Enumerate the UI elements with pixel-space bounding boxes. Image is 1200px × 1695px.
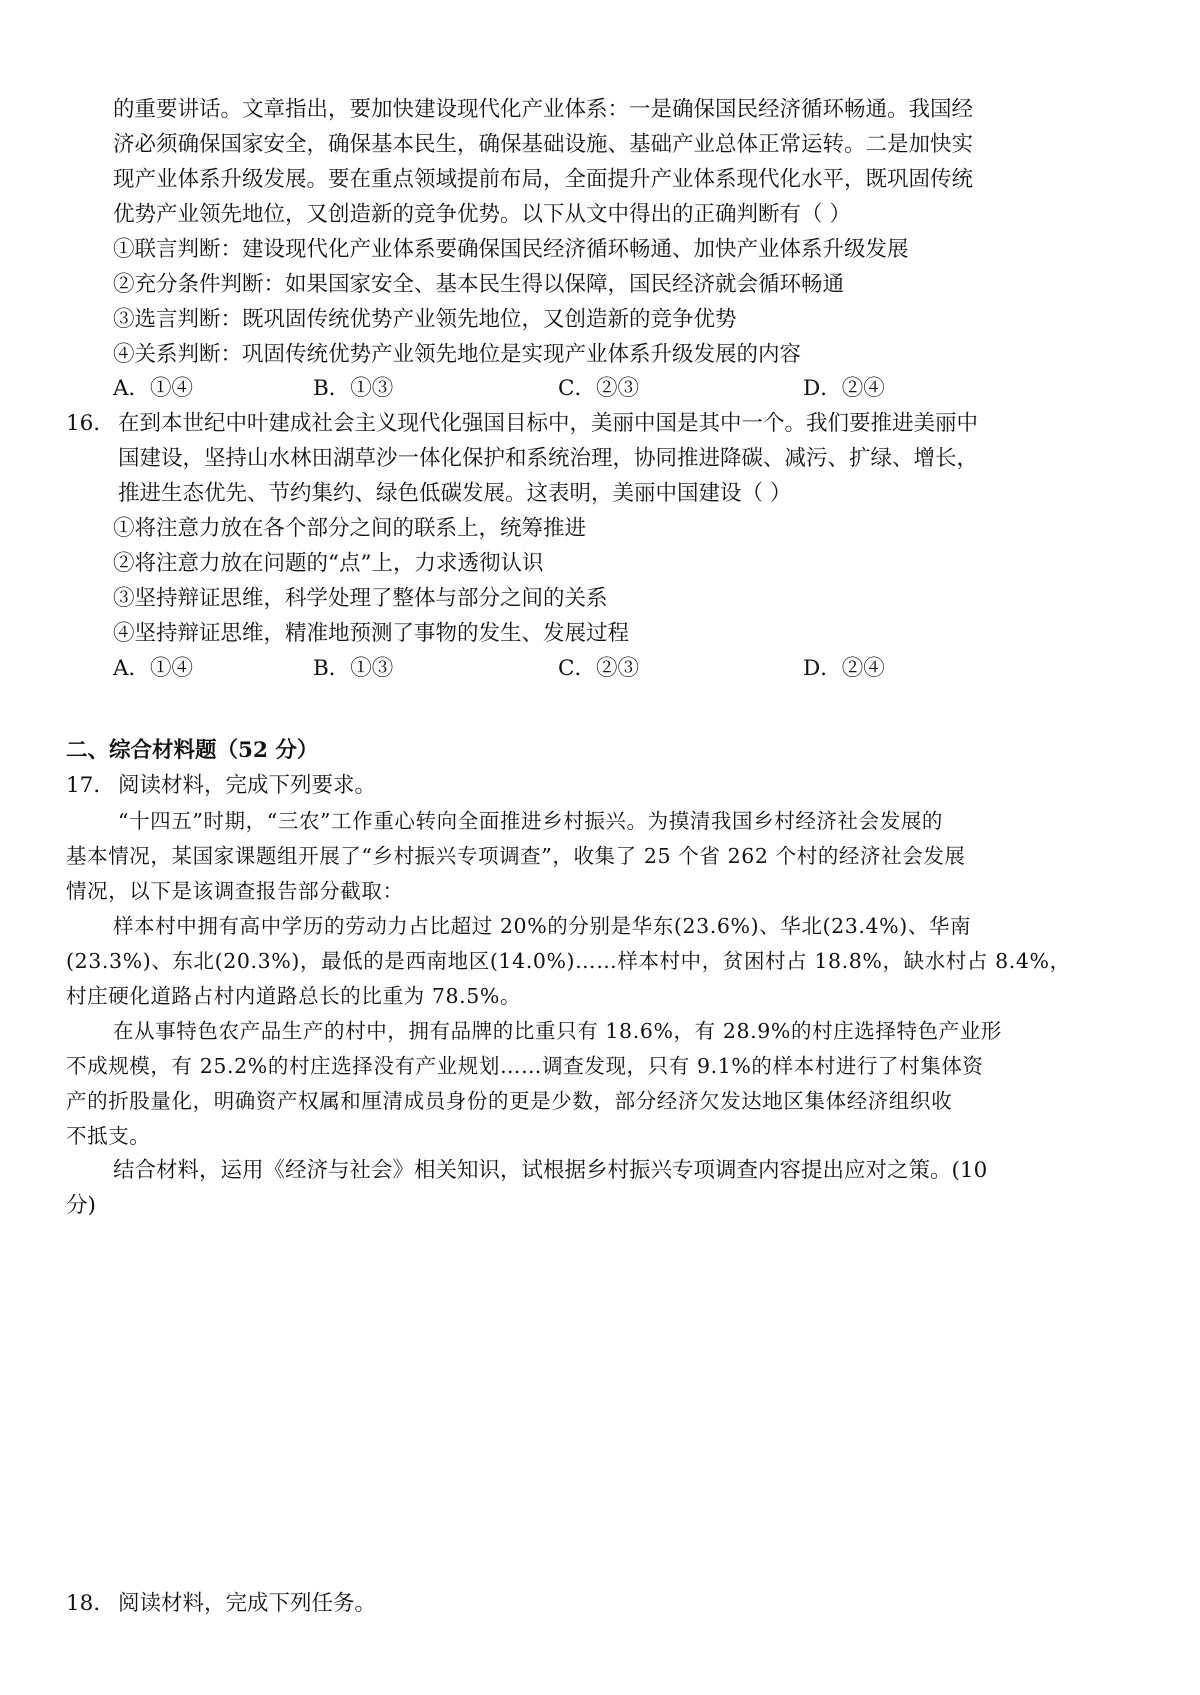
q17-material-line-6: 村庄硬化道路占村内道路总长的比重为 78.5%。 [66,984,522,1008]
q16-item-3: ③坚持辩证思维，科学处理了整体与部分之间的关系 [113,586,608,611]
q15-item-3: ③选言判断：既巩固传统优势产业领先地位，又创造新的竞争优势 [113,307,737,332]
q17-material-line-5: (23.3%)、东北(20.3%)，最低的是西南地区(14.0%)……样本村中，贫困村占 18.8%，缺水村占 8.4%， [66,949,1071,973]
q17-material-line-2: 基本情况，某国家课题组开展了“乡村振兴专项调查”，收集了 25 个省 262 个村的经济社会发展 [66,844,966,868]
q17-material-line-8: 不成规模，有 25.2%的村庄选择没有产业规划……调查发现，只有 9.1%的样本村进行了村集体资 [66,1054,984,1078]
q17-material-line-3: 情况，以下是该调查报告部分截取： [66,879,404,903]
q15-stem-line-1: 的重要讲话。文章指出，要加快建设现代化产业体系：一是确保国民经济循环畅通。我国经 [113,97,974,122]
q15-option-a[interactable]: A．①④ [113,376,194,401]
q18-number: 18． [66,1591,115,1616]
q18-prompt: 阅读材料，完成下列任务。 [118,1591,377,1616]
q15-option-b[interactable]: B．①③ [313,376,394,401]
q16-option-a[interactable]: A．①④ [113,656,194,681]
q17-prompt: 阅读材料，完成下列要求。 [118,773,377,798]
q15-option-d[interactable]: D．②④ [803,376,885,401]
q15-item-1: ①联言判断：建设现代化产业体系要确保国民经济循环畅通、加快产业体系升级发展 [113,237,909,262]
q17-material-line-10: 不抵支。 [66,1124,151,1148]
q17-task-line-1: 结合材料，运用《经济与社会》相关知识，试根据乡村振兴专项调查内容提出应对之策。(10 [113,1158,988,1183]
q17-answer-area[interactable] [66,1230,1126,1560]
q17-number: 17． [66,773,115,798]
q16-stem-line-1: 在到本世纪中叶建成社会主义现代化强国目标中，美丽中国是其中一个。我们要推进美丽中 [118,411,979,436]
q16-item-2: ②将注意力放在问题的“点”上，力求透彻认识 [113,551,544,576]
q17-material-line-7: 在从事特色农产品生产的村中，拥有品牌的比重只有 18.6%，有 28.9%的村庄选择特色产业形 [113,1019,1002,1043]
q17-material-line-9: 产的折股量化，明确资产权属和厘清成员身份的更是少数，部分经济欠发达地区集体经济组织收 [66,1089,953,1113]
q16-item-4: ④坚持辩证思维，精准地预测了事物的发生、发展过程 [113,621,630,646]
q15-stem-line-2: 济必须确保国家安全，确保基本民生，确保基础设施、基础产业总体正常运转。二是加快实 [113,132,974,157]
q17-material-line-1: “十四五”时期，“三农”工作重心转向全面推进乡村振兴。为摸清我国乡村经济社会发展的 [118,809,944,833]
q16-option-d[interactable]: D．②④ [803,656,885,681]
q15-item-4: ④关系判断：巩固传统优势产业领先地位是实现产业体系升级发展的内容 [113,342,802,367]
q15-option-c[interactable]: C．②③ [558,376,639,401]
q16-stem-line-3: 推进生态优先、节约集约、绿色低碳发展。这表明，美丽中国建设（ ） [118,481,792,506]
q16-option-b[interactable]: B．①③ [313,656,394,681]
q16-option-c[interactable]: C．②③ [558,656,639,681]
q16-item-1: ①将注意力放在各个部分之间的联系上，统筹推进 [113,516,587,541]
section-2-title: 二、综合材料题（52 分） [66,738,319,763]
q16-number: 16． [66,411,115,436]
q17-task-line-2: 分) [66,1193,96,1218]
q16-stem-line-2: 国建设，坚持山水林田湖草沙一体化保护和系统治理，协同推进降碳、减污、扩绿、增长， [118,446,979,471]
q17-material-line-4: 样本村中拥有高中学历的劳动力占比超过 20%的分别是华东(23.6%)、华北(23.4%)、华南 [113,914,972,938]
q15-item-2: ②充分条件判断：如果国家安全、基本民生得以保障，国民经济就会循环畅通 [113,272,845,297]
q15-stem-line-4: 优势产业领先地位，又创造新的竞争优势。以下从文中得出的正确判断有（ ） [113,202,851,227]
q15-stem-line-3: 现产业体系升级发展。要在重点领域提前布局，全面提升产业体系现代化水平，既巩固传统 [113,167,974,192]
